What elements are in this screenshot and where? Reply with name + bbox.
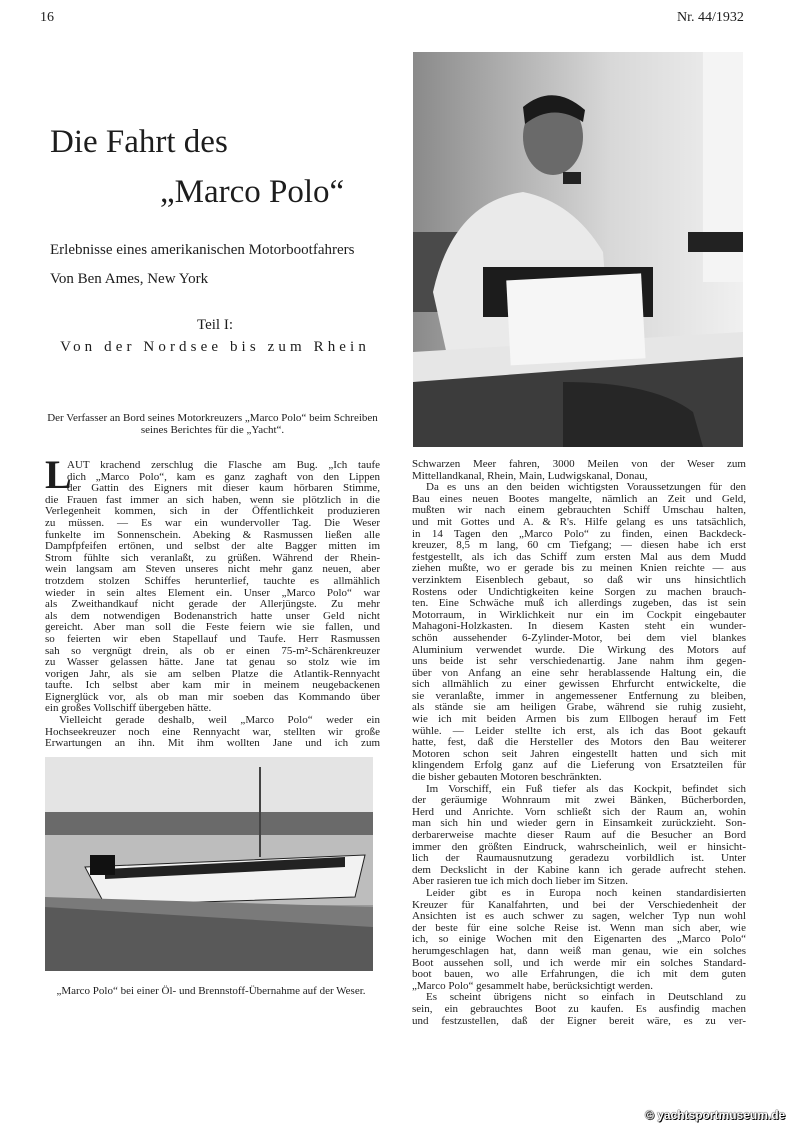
text-line: ziehen mußte, wo er gerade bis zu meinen Knien reichte — aus — [412, 562, 746, 575]
issue-number: Nr. 44/1932 — [677, 10, 744, 25]
text-line: Leider gibt es in Europa noch keinen standardisierten — [426, 886, 746, 899]
text-line: Da es uns an den beiden wichtigsten Voraussetzungen für den — [426, 481, 746, 494]
text-line: als dem notwendigen Bodenanstrich hatte unser Geld nicht — [45, 609, 380, 622]
text-line: funkelte im Sonnenschein. Abeking & Rasmussen ließen alle — [45, 528, 380, 541]
text-line: taufte. Ich selbst aber kam mir in meinem neugebackenen — [45, 679, 380, 692]
text-line: verzinktem Eisenblech gebaut, so daß wir uns hinsichtlich — [412, 573, 746, 586]
text-line: festgestellt, als ich das Schiff zum ersten Mal aus dem Mudd — [412, 550, 746, 563]
text-line: Vielleicht gerade deshalb, weil „Marco Polo“ weder ein — [59, 714, 380, 727]
article-subtitle: Erlebnisse eines amerikanischen Motorbootfahrers — [50, 242, 355, 258]
text-line: ten. Eine Schwäche muß ich allerdings zugeben, das ist sein — [412, 597, 746, 610]
text-line: Mahagoni-Holzkasten. In diesem Kasten steht ein wunder- — [412, 620, 746, 633]
text-line: Rostens oder Undichtigkeiten keine Sorgen zu machen brauch- — [412, 585, 746, 598]
text-line: schön aussehender 6-Zylinder-Motor, bei dem viel blankes — [412, 631, 746, 644]
top-photo-caption: Der Verfasser an Bord seines Motorkreuzers „Marco Polo“ beim Schreiben seines Berichtes für die „Yacht“. — [47, 412, 378, 436]
part-label: Teil I: — [196, 317, 234, 333]
text-line: Motoren schon seit Jahren eingestellt hatten und sich mit — [412, 747, 746, 760]
text-line: lich der Raumausnutzung geradezu vorbildlich ist. Unter — [412, 852, 746, 865]
text-line: als Zweithandkauf nicht gerade der Allerjüngste. Zu mehr — [45, 598, 380, 611]
text-line: Hochseekreuzer noch eine Rennyacht war, stellten wir große — [45, 725, 380, 738]
text-line: Verlegenheit kommen, sich in der Öffentlichkeit produzieren — [45, 505, 380, 518]
text-line: Aber rasieren tue ich mich doch lieber im Sitzen. — [412, 875, 628, 888]
text-line: zu Wasser gelassen hätte. Jane tat genau so stolz wie im — [45, 656, 380, 669]
text-line: Bau eines neuen Bootes mangelte, nämlich an Zeit und Geld, — [412, 492, 746, 505]
text-line: Boot aussehen soll, und ich werde mir ein solches Standard- — [412, 956, 746, 969]
paragraph — [45, 452, 380, 715]
paragraph — [412, 482, 746, 783]
text-line: Strom fühlte sich veranlaßt, zu grüßen. Während der Rhein- — [45, 551, 380, 564]
text-line: der geräumige Wohnraum mit zwei Bänken, Bücherborden, — [412, 794, 746, 807]
text-line: vorigen Jahr, als sie am selben Platze die Atlantik-Rennyacht — [45, 667, 380, 680]
text-line: Dampfpfeifen ertönen, und selbst der alte Bagger mitten im — [45, 540, 380, 553]
text-line: hatte, fest, daß die Hersteller des Motors den Bau weiterer — [412, 736, 746, 749]
text-line: Motorraum, in Wirklichkeit nur ein im Cockpit eingebauter — [412, 608, 746, 621]
text-line: zu müssen. — Es war ein wundervoller Tag. Die Weser — [45, 516, 380, 529]
text-line: dem Deckslicht in der Kabine kann ich gerade aufrecht stehen. — [412, 863, 746, 876]
text-line: sein, ein gebrauchtes Boot zu kaufen. Es ausfindig machen — [412, 1002, 746, 1015]
text-line: immer den größten Eindruck, wahrscheinlich, weil er hinsicht- — [412, 840, 746, 853]
text-line: Im Vorschiff, ein Fuß tiefer als das Kockpit, befindet sich — [426, 782, 746, 795]
text-line: in 14 Tagen den „Marco Polo“ zu finden, einen Backdeck- — [412, 527, 746, 540]
article-title-line1: Die Fahrt des — [50, 124, 228, 160]
part-title: Von der Nordsee bis zum Rhein — [60, 339, 370, 355]
text-line: mußten wir nach einem gebrauchten Schiff Umschau halten, — [412, 504, 746, 517]
text-line: kreuzer, 8,5 m lang, 60 cm Tiefgang; — diesen habe ich erst — [412, 539, 746, 552]
text-line: wieder in sein altes Element ein. Unser „Marco Polo“ war — [45, 586, 380, 599]
text-line: als stände sie am heiligen Grabe, während sie ruhig zusieht, — [412, 701, 746, 714]
text-line: boot bauen, wo alle Erfahrungen, die ich mit dem guten — [412, 968, 746, 981]
right-column-text — [412, 459, 746, 1027]
text-line: Es scheint übrigens nicht so einfach in Deutschland zu — [426, 991, 746, 1004]
article-title-line2: „Marco Polo“ — [160, 174, 345, 210]
boat-on-weser-photo — [45, 757, 373, 971]
text-line: sie veranlaßte, immer in angemessener Entfernung zu bleiben, — [412, 689, 746, 702]
text-line: so feierten wir eben Stapellauf und Taufe. Herr Rasmussen — [45, 632, 380, 645]
text-line: uns beide ist sehr verschiedenartig. Jane nahm ihm gegen- — [412, 655, 746, 668]
text-line: und festzustellen, daß der Eigner bereit wäre, es zu ver- — [412, 1014, 746, 1027]
page-number: 16 — [40, 10, 54, 25]
text-line: ein großes Vollschiff übergeben hätte. — [45, 702, 212, 715]
paragraph — [45, 715, 380, 750]
text-line: man sich hin und wieder gern in Einsamkeit zurückzieht. Son- — [412, 817, 746, 830]
text-line: Herd und Anrichte. Vorn schließt sich der Raum an, wohin — [412, 805, 746, 818]
text-line: „Marco Polo“ gesammelt habe, berücksichtigt werden. — [412, 979, 654, 992]
paragraph — [412, 784, 746, 888]
text-line: Aluminium verwendet wurde. Die Wirkung des Motors auf — [412, 643, 746, 656]
text-line: wie ich mit beiden Armen bis zum Ellbogen herauf im Fett — [412, 713, 746, 726]
text-line: und mit Gottes und A. & R's. Hilfe gelang es uns tatsächlich, — [412, 515, 746, 528]
text-line: Erwartungen an ihn. Mit ihm wollten Jane und ich zum — [45, 737, 380, 750]
text-line: gereicht. Aber man soll die Feste feiern wie sie fallen, und — [45, 621, 380, 634]
drop-cap: L — [45, 452, 72, 497]
left-column-text — [45, 452, 380, 750]
text-line: klingendem Erfolg ganz auf die Lieferung von Ersatzteilen für — [412, 759, 746, 772]
text-line: trotzdem stolzen Schiffes herunterlief, tauchte es allmählich — [45, 574, 380, 587]
text-line: der Gattin des Eigners mit dieser kaum hörbaren Stimme, — [67, 482, 380, 495]
text-line: der beste für eine solche Reise ist. Wenn man sich aber, wie — [412, 921, 746, 934]
text-line: sich allmählich zu einer gewissen Ehrfurcht entwickelte, die — [412, 678, 746, 691]
text-line: die bisher gebauten Motoren beschränkten. — [412, 771, 602, 784]
watermark: © yachtsportmuseum.de — [645, 1108, 786, 1122]
text-line: die Frauen fast immer an sich haben, wenn sie plötzlich in die — [45, 493, 380, 506]
text-line: über von Anfang an eine sehr herablassende Haltung ein, die — [412, 666, 746, 679]
boat-photo-caption: „Marco Polo“ bei einer Öl- und Brennstoff-Übernahme auf der Weser. — [56, 985, 366, 997]
text-line: Mittellandkanal, Rhein, Main, Ludwigskanal, Donau, — [412, 469, 648, 482]
text-line: wühle. — Leider stellte ich erst, als ich das Boot gekauft — [412, 724, 746, 737]
text-line: Kreuzer für Kanalfahrten, und bei der Verschiedenheit der — [412, 898, 746, 911]
paragraph — [412, 992, 746, 1027]
text-line: AUT krachend zerschlug die Flasche am Bug. „Ich taufe — [67, 459, 380, 471]
text-line: derbarerweise machte dieser Raum auf die Besucher an Bord — [412, 829, 746, 841]
article-byline: Von Ben Ames, New York — [50, 271, 209, 287]
text-line: herumgeschlagen hat, dann weiß man genau, wie ein solches — [412, 944, 746, 957]
text-line: wein langsam am Steven unseres nicht mehr ganz neuen, aber — [45, 563, 380, 576]
paragraph — [412, 888, 746, 992]
text-line: Schwarzen Meer fahren, 3000 Meilen von der Weser zum — [412, 458, 746, 470]
paragraph — [412, 459, 746, 482]
text-line: Ansichten ist es auch schwer zu sagen, welcher Typ nun wohl — [412, 910, 746, 923]
text-line: sah so vergnügt drein, als ob er einen 75-m²-Schärenkreuzer — [45, 644, 380, 657]
author-at-typewriter-photo — [413, 52, 743, 447]
text-line: ich, so einige Wochen mit den Eigenarten des „Marco Polo“ — [412, 933, 746, 946]
text-line: Eignerglück vor, als ob man mir soeben das Kommando über — [45, 690, 380, 703]
text-line: dich „Marco Polo“, kam es ganz zaghaft von den Lippen — [67, 470, 380, 483]
